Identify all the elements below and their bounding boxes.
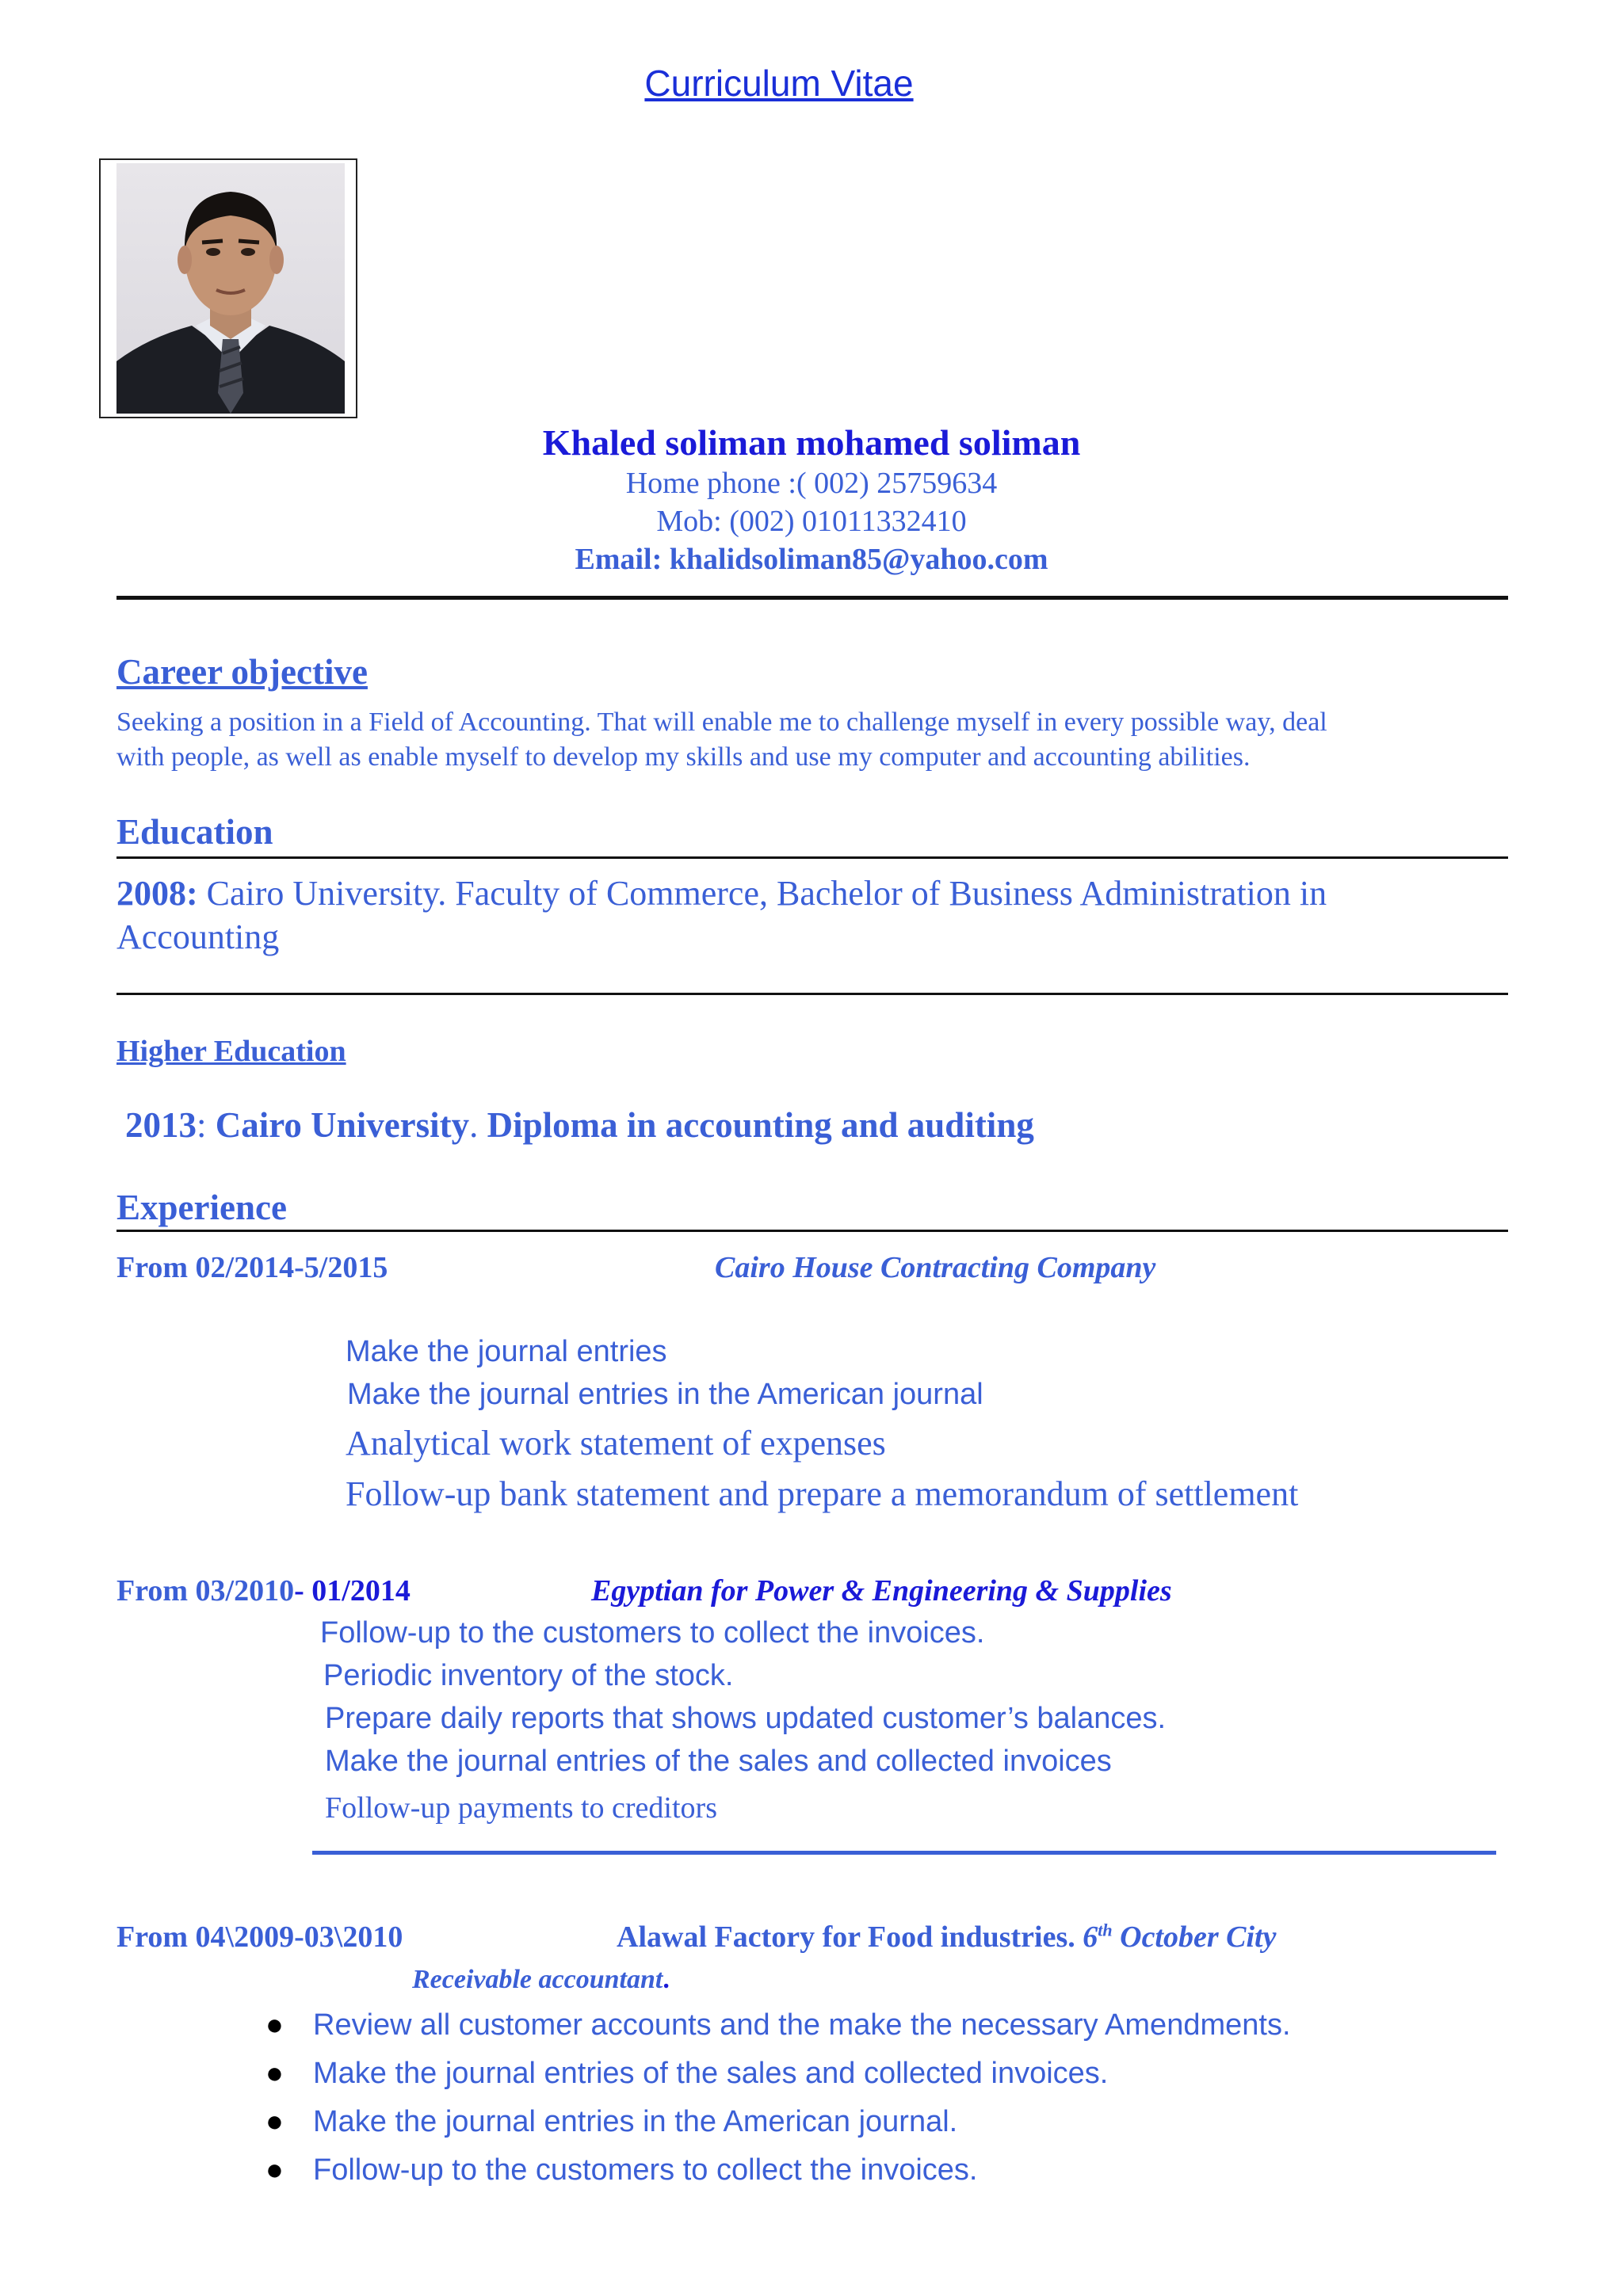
job-3-role-dot: . (663, 1965, 670, 1994)
job-3-role-title: Receivable accountant (412, 1965, 663, 1994)
home-phone: Home phone :( 002) 25759634 (625, 467, 998, 500)
higher-education-entry (125, 1104, 1034, 1146)
bullet-icon: ● (265, 2153, 284, 2187)
diploma-university: Cairo University (215, 1105, 470, 1145)
job-3-city-suffix: th (1098, 1920, 1113, 1940)
education-entry-line-2: Accounting (116, 917, 280, 956)
header-divider (116, 596, 1508, 600)
job-3-period: From 04\2009-03\2010 (116, 1920, 403, 1954)
job-3-company: Alawal Factory for Food industries. (617, 1920, 1075, 1954)
career-objective-line-2: with people, as well as enable myself to develop my skills and use my computer and accounting abilities. (116, 742, 1251, 772)
job-3-city-name: October City (1112, 1920, 1277, 1954)
job-2-period-end: - 01/2014 (294, 1574, 411, 1608)
job-1-company: Cairo House Contracting Company (715, 1251, 1156, 1284)
job-1-duty-1: Make the journal entries (346, 1335, 667, 1368)
job-2-duty-3: Prepare daily reports that shows updated customer’s balances. (325, 1702, 1167, 1735)
job-2-divider (312, 1851, 1496, 1855)
job-2-duty-1: Follow-up to the customers to collect the invoices. (320, 1616, 985, 1650)
job-2-duty-2: Periodic inventory of the stock. (323, 1659, 734, 1692)
experience-underline (116, 1230, 1508, 1232)
bullet-icon: ● (265, 2008, 284, 2042)
job-2-company: Egyptian for Power & Engineering & Supplies (591, 1574, 1172, 1608)
mobile-phone: Mob: (002) 01011332410 (656, 505, 967, 538)
job-1-duty-4: Follow-up bank statement and prepare a memorandum of settlement (346, 1474, 1299, 1513)
job-3-duty-3: Make the journal entries in the American journal. (313, 2105, 958, 2138)
job-3-duty-1: Review all customer accounts and the make the necessary Amendments. (313, 2008, 1291, 2042)
profile-photo-image (116, 163, 345, 414)
diploma-title: Diploma in accounting and auditing (487, 1105, 1034, 1145)
list-item (265, 2001, 1291, 2050)
education-degree: Cairo University. Faculty of Commerce, Bachelor of Business Administration in (197, 874, 1327, 913)
experience-heading: Experience (116, 1188, 287, 1227)
career-objective-heading: Career objective (116, 652, 368, 692)
list-item (265, 2050, 1291, 2098)
bullet-icon: ● (265, 2057, 284, 2090)
job-2-period (116, 1573, 411, 1608)
list-item (265, 2098, 1291, 2146)
document-title: Curriculum Vitae (644, 63, 914, 104)
education-year: 2008: (116, 874, 198, 913)
education-entry-line-1 (116, 873, 1327, 913)
profile-photo (99, 158, 357, 418)
job-3-duties-list (265, 2001, 1291, 2195)
job-3-city (1083, 1920, 1276, 1954)
job-3-role (412, 1965, 670, 1995)
candidate-name: Khaled soliman mohamed soliman (542, 422, 1081, 463)
job-3-city-number: 6 (1083, 1920, 1098, 1954)
diploma-separator-2: . (469, 1105, 487, 1145)
job-1-period: From 02/2014-5/2015 (116, 1251, 388, 1284)
education-underline (116, 856, 1508, 859)
job-2-period-start: From 03/2010 (116, 1574, 295, 1608)
email-address: Email: khalidsoliman85@yahoo.com (575, 543, 1048, 576)
diploma-year: 2013 (125, 1105, 197, 1145)
job-3-company-line (617, 1920, 1276, 1955)
education-heading: Education (116, 812, 273, 852)
job-3-duty-2: Make the journal entries of the sales and collected invoices. (313, 2057, 1109, 2090)
job-3-duty-4: Follow-up to the customers to collect the invoices. (313, 2153, 978, 2187)
job-1-duty-2: Make the journal entries in the American journal (347, 1378, 983, 1411)
higher-education-heading: Higher Education (116, 1035, 346, 1068)
career-objective-line-1: Seeking a position in a Field of Accounting. That will enable me to challenge myself in every possible way, deal (116, 707, 1327, 737)
diploma-separator-1: : (197, 1105, 216, 1145)
job-1-duty-3: Analytical work statement of expenses (346, 1424, 886, 1463)
list-item (265, 2146, 1291, 2195)
bullet-icon: ● (265, 2105, 284, 2138)
job-2-duty-5: Follow-up payments to creditors (325, 1791, 717, 1825)
education-divider (116, 993, 1508, 995)
job-2-duty-4: Make the journal entries of the sales and collected invoices (325, 1745, 1112, 1778)
